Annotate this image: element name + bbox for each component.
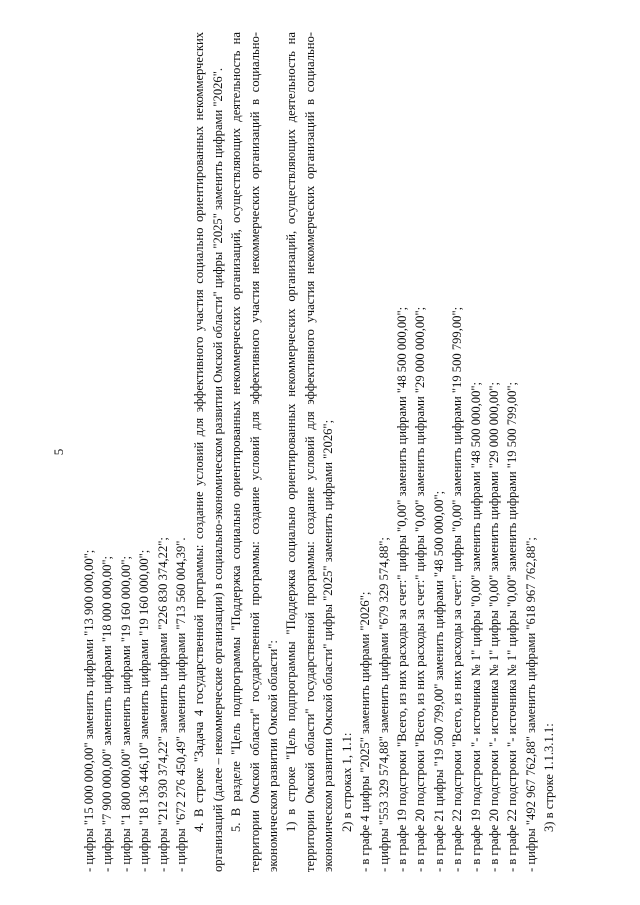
item-2-heading: 2) в строках 1, 1.1: bbox=[339, 732, 354, 832]
text-line: - в графе 20 подстроки "- источника № 1" цифры "0,00" заменить цифрами "29 000 000,00"; bbox=[486, 382, 501, 872]
text-line: - цифры "212 930 374,22" заменить цифрами "226 830 374,22"; bbox=[155, 537, 170, 872]
rotated-document-page bbox=[40, 22, 600, 882]
page-number: 5 bbox=[51, 448, 66, 456]
text-line: - в графе 19 подстроки "Всего, из них расходы за счет:" цифры "0,00" заменить цифрами "48 500 000,00"; bbox=[394, 306, 409, 872]
document-body bbox=[80, 32, 559, 872]
paragraph-5-item-1: 1) в строке "Цель подпрограммы "Поддержка социально ориентированных некоммерческих организаций, осуществляющих деятельность на территории Омской области" государственной программы: создание условий для эффективного участия некоммерческих организаций в социально-экономическом развитии Омской области" цифры "2025" заменить цифрами "2026"; bbox=[284, 32, 336, 872]
paragraph-4: 4. В строке "Задача 4 государственной программы: создание условий для эффективного участия социально ориентированных некоммерческих организаций (далее – некоммерческие организации) в социально-экономическом развитии Омской области" цифры "2025" заменить цифрами "2026". bbox=[192, 32, 225, 872]
text-line: - в графе 4 цифры "2025" заменить цифрами "2026"; bbox=[358, 591, 373, 872]
text-line: - цифры "672 276 450,49" заменить цифрами "713 560 004,39". bbox=[174, 537, 189, 872]
item-3-heading: 3) в строке 1.1.3.1.1: bbox=[542, 723, 557, 832]
paragraph-5: 5. В разделе "Цель подпрограммы "Поддержка социально ориентированных некоммерческих организаций, осуществляющих деятельность на территории Омской области" государственной программы: создание условий для эффективного участия некоммерческих организаций в социально-экономическом развитии Омской области": bbox=[229, 32, 281, 872]
text-line: - цифры "18 136 446,10" заменить цифрами "19 160 000,00"; bbox=[137, 549, 152, 872]
text-line: - в графе 19 подстроки "- источника № 1" цифры "0,00" заменить цифрами "48 500 000,00"; bbox=[468, 382, 483, 872]
text-line: - в графе 22 подстроки "- источника № 1" цифры "0,00" заменить цифрами "19 500 799,00"; bbox=[505, 382, 520, 872]
text-line: - в графе 22 подстроки "Всего, из них расходы за счет:" цифры "0,00" заменить цифрами "19 500 799,00"; bbox=[450, 306, 465, 872]
text-line: - цифры "553 329 574,88" заменить цифрами "679 329 574,88"; bbox=[376, 537, 391, 872]
text-line: - цифры "1 800 000,00" заменить цифрами "19 160 000,00"; bbox=[118, 555, 133, 872]
text-line: - цифры "15 000 000,00" заменить цифрами "13 900 000,00"; bbox=[82, 549, 96, 872]
text-line: - в графе 21 цифры "19 500 799,00" заменить цифрами "48 500 000,00"; bbox=[431, 490, 446, 872]
text-line: - в графе 20 подстроки "Всего, из них расходы за счет:" цифры "0,00" заменить цифрами "29 000 000,00"; bbox=[413, 306, 428, 872]
text-line: - цифры "7 900 000,00" заменить цифрами "18 000 000,00"; bbox=[100, 555, 115, 872]
text-line: - цифры "492 967 762,88" заменить цифрами "618 967 762,88"; bbox=[523, 537, 538, 872]
